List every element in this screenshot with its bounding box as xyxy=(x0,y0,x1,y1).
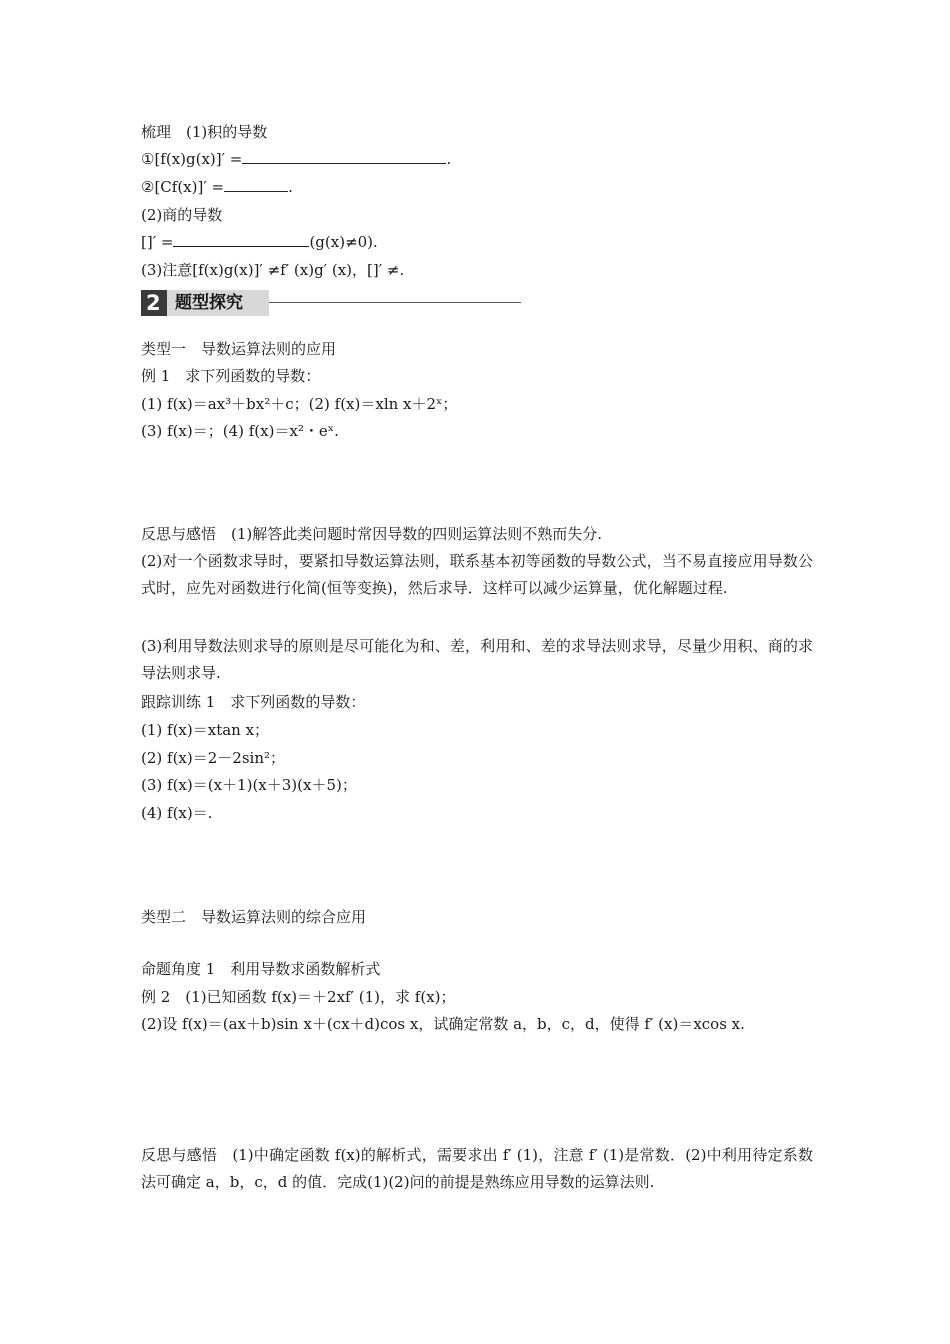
section-divider xyxy=(269,302,521,303)
reflection1-p3: (3)利用导数法则求导的原则是尽可能化为和、差，利用和、差的求导法则求导，尽量少用积、商的求导法则求导. xyxy=(141,637,813,682)
type1-heading: 类型一 导数运算法则的应用 xyxy=(141,340,337,358)
example1-label: 例 1 求下列函数的导数： xyxy=(141,367,321,385)
note-line: (3)注意[f(x)g(x)]′ ≠f′ (x)g′ (x)，[]′ ≠. xyxy=(141,261,405,279)
reflection1-p2: (2)对一个函数求导时，要紧扣导数运算法则，联系基本初等函数的导数公式，当不易直接应用导数公式时，应先对函数进行化简(恒等变换)，然后求导．这样可以减少运算量，优化解题过程. xyxy=(141,552,813,597)
quotient-rule-line: []′ = (g(x)≠0). xyxy=(141,233,378,251)
example1-line2: (3) f(x)＝；(4) f(x)＝x²・eˣ. xyxy=(141,422,339,440)
answer-blank[interactable] xyxy=(173,232,309,247)
example2-line1: 例 2 (1)已知函数 f(x)＝＋2xf′ (1)，求 f(x)； xyxy=(141,988,456,1006)
training1-item4: (4) f(x)＝. xyxy=(141,804,213,822)
angle1-heading: 命题角度 1 利用导数求函数解析式 xyxy=(141,960,381,978)
training1-item3: (3) f(x)＝(x＋1)(x＋3)(x＋5)； xyxy=(141,776,357,794)
answer-blank[interactable] xyxy=(224,177,288,192)
training1-label: 跟踪训练 1 求下列函数的导数： xyxy=(141,693,366,711)
constant-rule-line: ②[Cf(x)]′ = . xyxy=(141,178,293,196)
section-number-badge: 2 xyxy=(141,290,167,316)
example1-line1: (1) f(x)＝ax³＋bx²＋c；(2) f(x)＝xln x＋2ˣ； xyxy=(141,395,458,413)
reflection1-p1: 反思与感悟 (1)解答此类问题时常因导数的四则运算法则不熟而失分. xyxy=(141,525,603,543)
training1-item1: (1) f(x)＝xtan x； xyxy=(141,721,270,739)
product-rule-line: ①[f(x)g(x)]′ = . xyxy=(141,150,452,168)
type2-heading: 类型二 导数运算法则的综合应用 xyxy=(141,908,367,926)
quotient-title: (2)商的导数 xyxy=(141,206,223,224)
section-banner xyxy=(141,289,521,317)
training1-item2: (2) f(x)＝2－2sin²； xyxy=(141,749,285,767)
section-title-box: 题型探究 xyxy=(167,290,269,316)
summary-title: 梳理 (1)积的导数 xyxy=(141,123,268,141)
answer-blank[interactable] xyxy=(242,149,446,164)
example2-part2: (2)设 f(x)＝(ax＋b)sin x＋(cx＋d)cos x，试确定常数 a，b，c，d，使得 f′ (x)＝xcos x. xyxy=(141,1015,745,1033)
reflection2: 反思与感悟 (1)中确定函数 f(x)的解析式，需要求出 f′ (1)，注意 f′ (1)是常数．(2)中利用待定系数法可确定 a，b，c，d 的值．完成(1)(2)问的前提是熟练应用导数的运算法则. xyxy=(141,1146,813,1191)
